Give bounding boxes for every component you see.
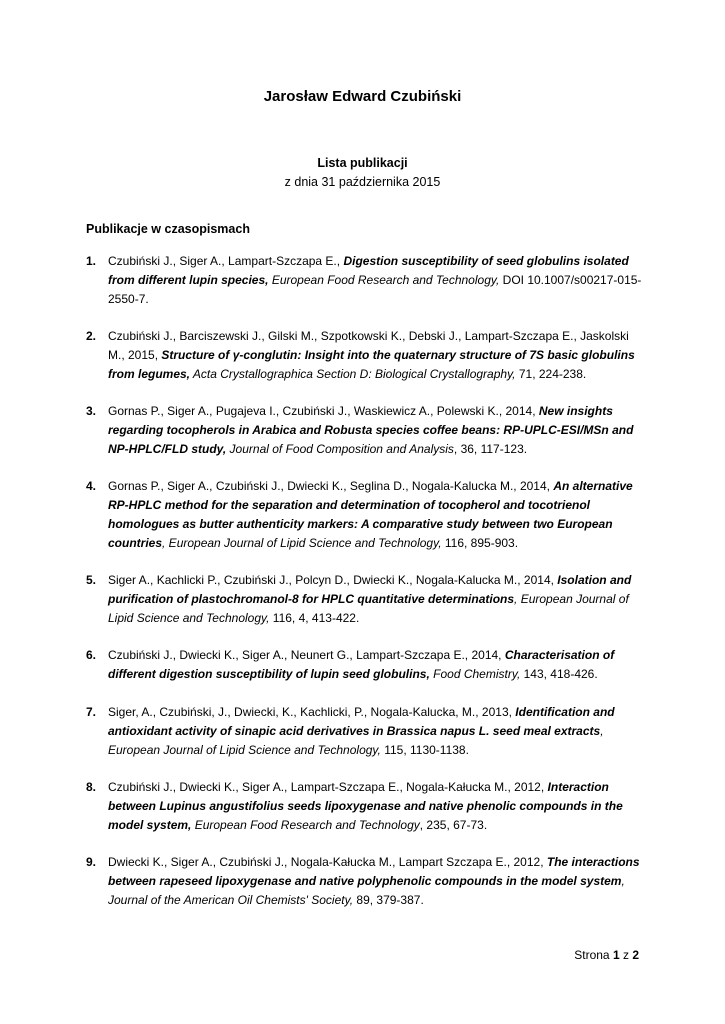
publication-journal: Acta Crystallographica Section D: Biological Crystallography,: [190, 367, 516, 381]
publication-title: Characterisation of different digestion susceptibility of lupin seed globulins,: [108, 648, 615, 681]
list-title: Lista publikacji: [317, 156, 408, 170]
publication-title: Structure of γ-conglutin: Insight into the quaternary structure of 7S basic globulins from legumes,: [108, 348, 635, 381]
publication-item: [86, 252, 646, 327]
publication-details: 71, 224-238.: [515, 367, 587, 381]
publication-title: An alternative RP-HPLC method for the separation and determination of tocopherol and tocotrienol homologues as butter authenticity markers: A comparative study between two European countries: [108, 479, 633, 550]
publication-number: 3.: [86, 404, 97, 418]
publication-authors: Gornas P., Siger A., Pugajeva I., Czubiński J., Waskiewicz A., Polewski K., 2014,: [108, 404, 539, 418]
publication-journal: , European Journal of Lipid Science and Technology,: [108, 724, 604, 757]
page-current: 1: [612, 948, 620, 962]
publication-title: Isolation and purification of plastochromanol-8 for HPLC quantitative determinations: [108, 573, 632, 606]
author-name: Jarosław Edward Czubiński: [263, 88, 462, 105]
page-footer: [574, 948, 639, 962]
publication-title: Interaction between Lupinus angustifolius seeds lipoxygenase and native phenolic compounds in the model system,: [108, 780, 623, 832]
publication-details: 115, 1130-1138.: [380, 743, 469, 757]
publication-item: [86, 327, 646, 402]
publication-details: 143, 418-426.: [520, 667, 598, 681]
publication-journal: European Food Research and Technology: [191, 818, 420, 832]
publication-item: [86, 703, 646, 778]
publication-authors: Czubiński J., Barciszewski J., Gilski M., Szpotkowski K., Debski J., Lampart-Szczapa E., Jaskolski M., 2015,: [108, 329, 629, 362]
publication-details: 116, 895-903.: [441, 536, 519, 550]
publication-item: [86, 778, 646, 853]
publication-journal: , European Journal of Lipid Science and Technology,: [108, 592, 629, 625]
publication-list: [86, 252, 646, 913]
publication-authors: Siger A., Kachlicki P., Czubiński J., Polcyn D., Dwiecki K., Nogala-Kalucka M., 2014,: [108, 573, 558, 587]
publication-number: 8.: [86, 780, 97, 794]
publication-authors: Czubiński J., Dwiecki K., Siger A., Lampart-Szczapa E., Nogala-Kałucka M., 2012,: [108, 780, 548, 794]
publication-number: 4.: [86, 479, 97, 493]
publication-number: 2.: [86, 329, 97, 343]
publication-details: , 235, 67-73.: [419, 818, 488, 832]
publication-details: 89, 379-387.: [353, 893, 424, 907]
publication-item: [86, 853, 646, 913]
publication-details: , 36, 117-123.: [453, 442, 528, 456]
publication-item: [86, 402, 646, 477]
document-subtitle: [0, 154, 725, 192]
publication-details: 116, 4, 413-422.: [269, 611, 360, 625]
publication-title: Digestion susceptibility of seed globulins isolated from different lupin species,: [108, 254, 629, 287]
publication-journal: , Journal of the American Oil Chemists' Society,: [108, 874, 625, 907]
publication-number: 9.: [86, 855, 97, 869]
publication-number: 7.: [86, 705, 97, 719]
page-sep: z: [622, 948, 629, 962]
publication-authors: Gornas P., Siger A., Czubiński J., Dwiecki K., Seglina D., Nogala-Kalucka M., 2014,: [108, 479, 554, 493]
publication-authors: Czubiński J., Dwiecki K., Siger A., Neunert G., Lampart-Szczapa E., 2014,: [108, 648, 505, 662]
publication-item: [86, 477, 646, 571]
publication-item: [86, 646, 646, 703]
publication-title: The interactions between rapeseed lipoxygenase and native polyphenolic compounds in the model system: [108, 855, 640, 888]
publication-number: 1.: [86, 254, 97, 268]
publication-item: [86, 571, 646, 646]
publication-number: 6.: [86, 648, 97, 662]
publication-details: DOI 10.1007/s00217-015-2550-7.: [108, 273, 642, 306]
publication-journal: Journal of Food Composition and Analysis: [226, 442, 454, 456]
section-title: Publikacje w czasopismach: [86, 222, 250, 236]
publication-authors: Dwiecki K., Siger A., Czubiński J., Nogala-Kałucka M., Lampart Szczapa E., 2012,: [108, 855, 547, 869]
list-date: z dnia 31 października 2015: [284, 175, 441, 189]
publication-title: Identification and antioxidant activity of sinapic acid derivatives in Brassica napus L. seed meal extracts: [108, 705, 615, 738]
publication-number: 5.: [86, 573, 97, 587]
publication-authors: Czubiński J., Siger A., Lampart-Szczapa E.,: [108, 254, 344, 268]
publication-journal: European Food Research and Technology,: [268, 273, 500, 287]
publication-journal: Food Chemistry,: [429, 667, 521, 681]
publication-journal: , European Journal of Lipid Science and Technology,: [162, 536, 442, 550]
page-label: Strona: [574, 948, 610, 962]
publication-title: New insights regarding tocopherols in Arabica and Robusta species coffee beans: RP-UPLC-ESI/MSn and NP-HPLC/FLD study,: [108, 404, 634, 456]
publication-authors: Siger, A., Czubiński, J., Dwiecki, K., Kachlicki, P., Nogala-Kalucka, M., 2013,: [108, 705, 516, 719]
page-total: 2: [632, 948, 639, 962]
